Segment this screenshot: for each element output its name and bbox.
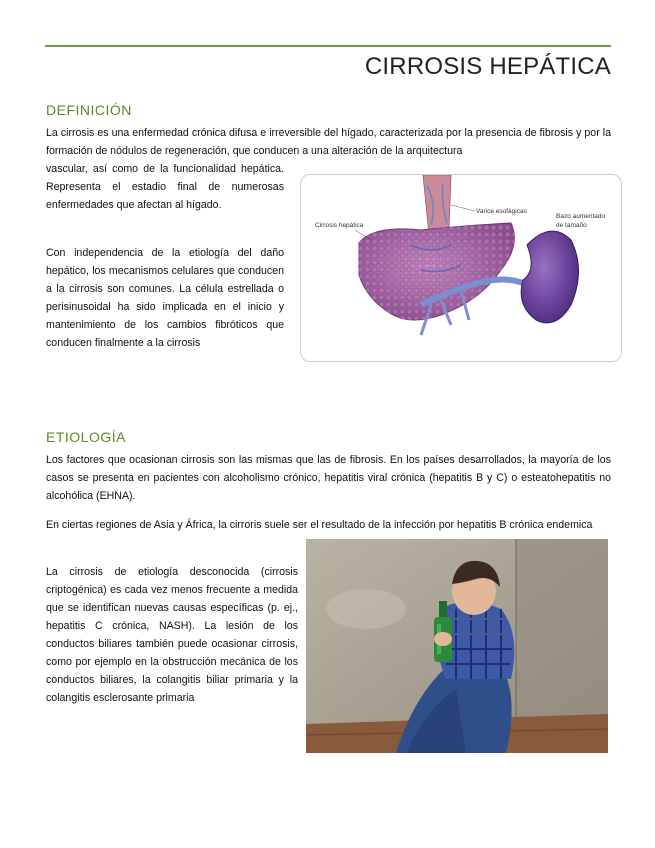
liver-diagram	[301, 175, 621, 361]
etiologia-paragraph-1: Los factores que ocasionan cirrosis son las mismas que las de fibrosis. En los países desarrollados, la mayoría de los casos se presenta en pacientes con alcoholismo crónico, hepatitis viral crónica (hepatitis B y C) o esteatohepatitis no alcohólica (EHNA).	[46, 454, 611, 502]
alcoholism-photo	[306, 539, 608, 753]
label-bazo-2: de tamaño	[556, 222, 587, 229]
boy-with-bottle-picture	[306, 539, 608, 753]
esophagus-shape	[423, 175, 451, 235]
section-heading-definicion: DEFINICIÓN	[46, 102, 132, 118]
definicion-paragraph-1: La cirrosis es una enfermedad crónica difusa e irreversible del hígado, caracterizada por la presencia de fibrosis y por la formación de nódulos de regeneración, que conducen a una alteración de la arquitectura	[46, 127, 611, 157]
spleen-shape	[521, 231, 578, 323]
page-title: CIRROSIS HEPÁTICA	[364, 53, 611, 80]
definicion-paragraph-2: Con independencia de la etiología del daño hepático, los mecanismos celulares que conducen a la cirrosis son comunes. La célula estrellada o perisinusoidal ha sido implicada en el inicio y mantenimiento de los cambios fibróticos que conducen finalmente a la cirrosis	[46, 247, 284, 349]
liver-illustration	[300, 174, 622, 362]
etiologia-paragraph-3: La cirrosis de etiología desconocida (cirrosis criptogénica) es cada vez menos frecuente a medida que se identifican nuevas causas específicas (p. ej., hepatitis C crónica, NASH). La lesión de los conductos biliares también puede ocasionar cirrosis, como por ejemplo en la obstrucción mecánica de los conductos biliares, la colangitis biliar primaria y la colangitis esclerosante primaria	[46, 566, 298, 704]
label-varices-esofagicas: Varice esofágicas	[476, 208, 527, 215]
label-bazo-1: Bazo aumentado	[556, 213, 606, 220]
definicion-paragraph-1-continued: vascular, así como de la funcionalidad hepática. Representa el estadio final de numerosas enfermedades que afectan al hígado.	[46, 163, 284, 211]
section-heading-etiologia: ETIOLOGÍA	[46, 429, 126, 445]
label-cirrosis-hepatica: Cirrosis hepática	[315, 222, 364, 229]
etiologia-paragraph-2: En ciertas regiones de Asia y África, la cirroris suele ser el resultado de la infección por hepatitis B crónica endemica	[46, 519, 593, 531]
header-rule	[45, 45, 611, 47]
